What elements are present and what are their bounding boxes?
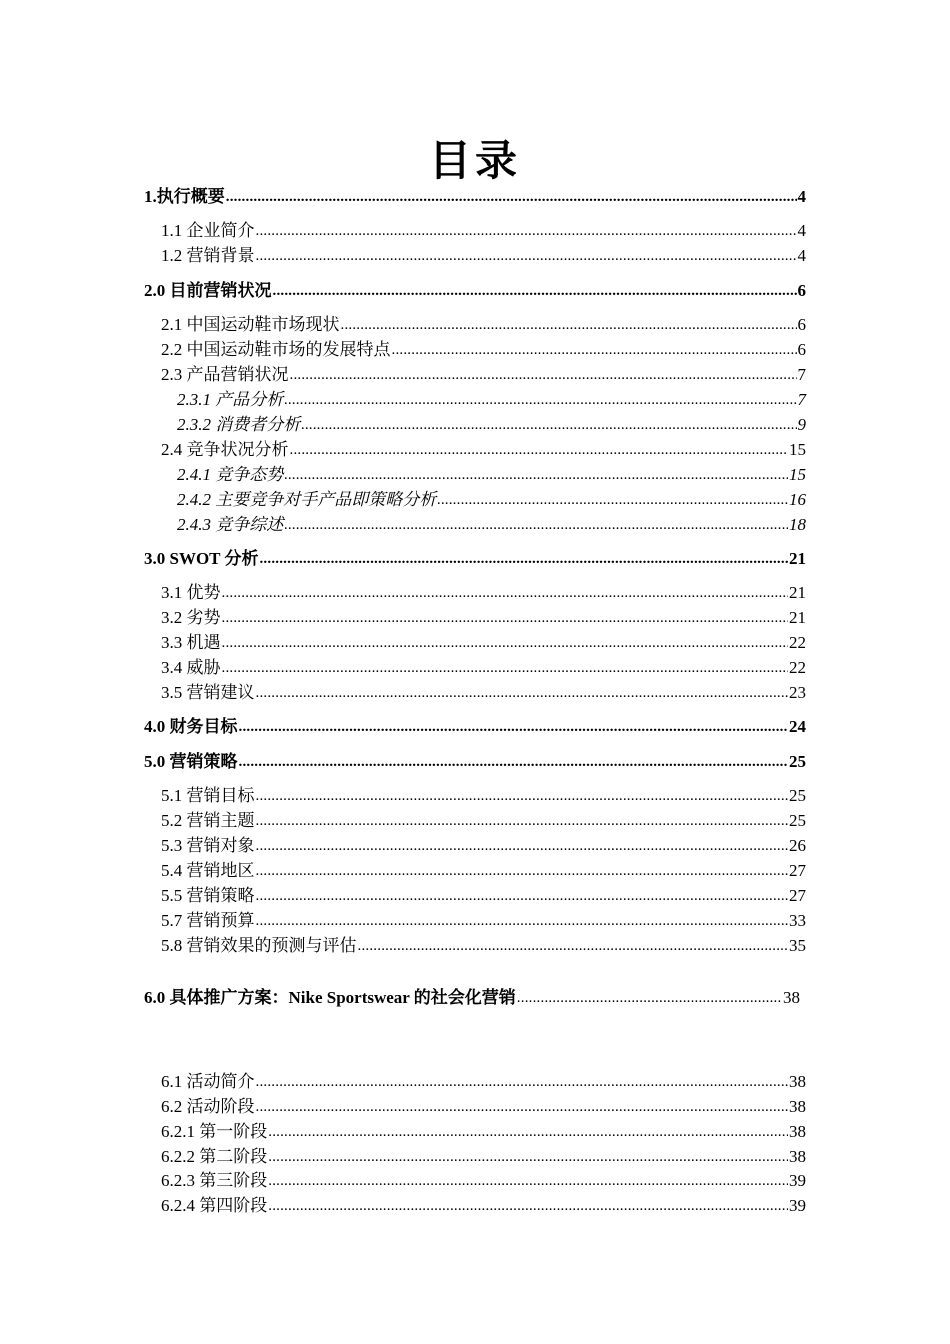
- toc-page-number: 27: [789, 886, 806, 905]
- toc-page-number: 27: [789, 861, 806, 880]
- toc-page-number: 15: [789, 440, 806, 459]
- toc-leader-dots: [268, 1146, 788, 1168]
- toc-title: 目录: [428, 136, 521, 185]
- toc-entry-label: 2.0 目前营销状况: [144, 281, 272, 300]
- toc-entry[interactable]: [177, 414, 806, 436]
- toc-entry[interactable]: [144, 280, 806, 302]
- toc-leader-dots: [222, 657, 789, 679]
- toc-leader-dots: [256, 1096, 789, 1118]
- toc-entry[interactable]: [144, 548, 806, 570]
- toc-leader-dots: [268, 1121, 788, 1143]
- toc-leader-dots: [284, 389, 796, 411]
- toc-entry-label: 6.1 活动简介: [161, 1072, 255, 1091]
- toc-entry[interactable]: [177, 389, 806, 411]
- toc-leader-dots: [256, 245, 797, 267]
- toc-page-number: 35: [789, 936, 806, 955]
- toc-page-number: 25: [789, 786, 806, 805]
- toc-entry-label: 3.0 SWOT 分析: [144, 549, 259, 568]
- toc-page-number: 21: [789, 608, 806, 627]
- toc-leader-dots: [268, 1170, 788, 1192]
- toc-entry-label: 5.8 营销效果的预测与评估: [161, 936, 357, 955]
- toc-entry[interactable]: [161, 682, 806, 704]
- toc-page-number: 22: [789, 633, 806, 652]
- toc-entry-label: 5.5 营销策略: [161, 886, 255, 905]
- toc-entry[interactable]: [161, 885, 806, 907]
- toc-page-number: 21: [789, 583, 806, 602]
- toc-entry-label: 3.4 威胁: [161, 658, 221, 677]
- toc-leader-dots: [358, 935, 789, 957]
- toc-entry[interactable]: [177, 514, 806, 536]
- toc-page-number: 7: [797, 365, 806, 384]
- toc-entry-label: 3.2 劣势: [161, 608, 221, 627]
- toc-entry[interactable]: [144, 751, 806, 773]
- toc-leader-dots: [222, 607, 789, 629]
- toc-page-number: 4: [797, 246, 806, 265]
- toc-page-number: 24: [789, 717, 806, 736]
- toc-entry-label: 1.1 企业简介: [161, 221, 255, 240]
- toc-entry-label: 5.7 营销预算: [161, 911, 255, 930]
- toc-leader-dots: [222, 632, 789, 654]
- toc-entry[interactable]: [161, 1121, 806, 1143]
- toc-entry[interactable]: [161, 1071, 806, 1093]
- toc-leader-dots: [256, 1071, 789, 1093]
- toc-entry[interactable]: [161, 910, 806, 932]
- toc-leader-dots: [256, 220, 797, 242]
- toc-entry-label: 3.1 优势: [161, 583, 221, 602]
- toc-entry-label: 6.0 具体推广方案：Nike Sportswear 的社会化营销: [144, 988, 516, 1007]
- toc-entry[interactable]: [161, 657, 806, 679]
- toc-page-number: 4: [797, 187, 806, 206]
- toc-leader-dots: [284, 514, 788, 536]
- toc-entry-label: 2.3.1 产品分析: [177, 390, 284, 409]
- toc-entry-label: 5.4 营销地区: [161, 861, 255, 880]
- toc-leader-dots: [259, 548, 788, 570]
- toc-entry[interactable]: [161, 314, 806, 336]
- toc-entry-label: 5.0 营销策略: [144, 752, 238, 771]
- toc-page-number: 39: [789, 1196, 806, 1215]
- toc-entry-label: 6.2.2 第二阶段: [161, 1147, 268, 1166]
- toc-entry-label: 2.4.3 竞争综述: [177, 515, 284, 534]
- toc-entry[interactable]: [161, 439, 806, 461]
- toc-page-number: 38: [789, 1147, 806, 1166]
- toc-entry-label: 1.执行概要: [144, 187, 225, 206]
- toc-leader-dots: [392, 339, 797, 361]
- toc-entry[interactable]: [161, 785, 806, 807]
- toc-entry-label: 2.2 中国运动鞋市场的发展特点: [161, 340, 391, 359]
- toc-entry[interactable]: [177, 464, 806, 486]
- toc-entry[interactable]: [161, 1096, 806, 1118]
- toc-leader-dots: [222, 582, 789, 604]
- toc-entry-label: 2.4.2 主要竞争对手产品即策略分析: [177, 490, 437, 509]
- toc-leader-dots: [256, 810, 789, 832]
- toc-page-number: 16: [789, 490, 806, 509]
- toc-page-number: 23: [789, 683, 806, 702]
- toc-entry[interactable]: [144, 186, 806, 208]
- toc-page-number: 38: [789, 1072, 806, 1091]
- toc-entry-label: 5.2 营销主题: [161, 811, 255, 830]
- toc-page-number: 22: [789, 658, 806, 677]
- toc-entry-label: 2.3 产品营销状况: [161, 365, 289, 384]
- toc-page-number: 7: [797, 390, 806, 409]
- toc-entry[interactable]: [161, 1146, 806, 1168]
- toc-entry[interactable]: [161, 835, 806, 857]
- toc-page-number: 26: [789, 836, 806, 855]
- toc-entry[interactable]: [161, 810, 806, 832]
- toc-leader-dots: [226, 186, 797, 208]
- toc-entry[interactable]: [161, 220, 806, 242]
- toc-entry[interactable]: [161, 860, 806, 882]
- toc-entry[interactable]: [177, 489, 806, 511]
- toc-page-number: 38: [789, 1122, 806, 1141]
- toc-leader-dots: [256, 682, 789, 704]
- toc-entry[interactable]: [161, 632, 806, 654]
- toc-entry[interactable]: [161, 1170, 806, 1192]
- toc-page-number: 21: [789, 549, 806, 568]
- toc-leader-dots: [290, 364, 797, 386]
- toc-entry[interactable]: [161, 245, 806, 267]
- toc-page-number: 6: [797, 281, 806, 300]
- toc-leader-dots: [239, 716, 789, 738]
- toc-leader-dots: [256, 885, 789, 907]
- toc-leader-dots: [256, 785, 789, 807]
- toc-leader-dots: [290, 439, 789, 461]
- toc-leader-dots: [284, 464, 788, 486]
- toc-entry[interactable]: [161, 364, 806, 386]
- toc-page-number: 33: [789, 911, 806, 930]
- toc-entry[interactable]: [144, 716, 806, 738]
- toc-leader-dots: [273, 280, 797, 302]
- toc-leader-dots: [517, 987, 782, 1009]
- toc-page-number: 6: [797, 315, 806, 334]
- toc-entry-label: 2.4.1 竞争态势: [177, 465, 284, 484]
- toc-entry-label: 6.2.3 第三阶段: [161, 1171, 268, 1190]
- toc-page-number: 15: [789, 465, 806, 484]
- toc-leader-dots: [341, 314, 797, 336]
- toc-entry-label: 2.1 中国运动鞋市场现状: [161, 315, 340, 334]
- toc-page-number: 9: [797, 415, 806, 434]
- toc-page-number: 25: [789, 811, 806, 830]
- toc-page-number: 38: [789, 1097, 806, 1116]
- toc-page-number: 4: [797, 221, 806, 240]
- toc-entry-label: 2.3.2 消费者分析: [177, 415, 301, 434]
- toc-entry-label: 6.2.1 第一阶段: [161, 1122, 268, 1141]
- toc-leader-dots: [239, 751, 789, 773]
- toc-entry-label: 4.0 财务目标: [144, 717, 238, 736]
- toc-leader-dots: [437, 489, 788, 511]
- toc-entry[interactable]: [161, 607, 806, 629]
- toc-leader-dots: [301, 414, 796, 436]
- toc-entry-label: 2.4 竞争状况分析: [161, 440, 289, 459]
- toc-page-number: 38: [783, 988, 800, 1007]
- toc-leader-dots: [256, 910, 789, 932]
- toc-page-number: 6: [797, 340, 806, 359]
- toc-entry-label: 1.2 营销背景: [161, 246, 255, 265]
- toc-page-number: 25: [789, 752, 806, 771]
- toc-entry[interactable]: [161, 935, 806, 957]
- toc-entry-label: 5.3 营销对象: [161, 836, 255, 855]
- toc-page-number: 39: [789, 1171, 806, 1190]
- toc-leader-dots: [256, 835, 789, 857]
- toc-entry-label: 5.1 营销目标: [161, 786, 255, 805]
- toc-leader-dots: [268, 1195, 788, 1217]
- toc-leader-dots: [256, 860, 789, 882]
- toc-entry-label: 6.2.4 第四阶段: [161, 1196, 268, 1215]
- toc-entry-label: 3.5 营销建议: [161, 683, 255, 702]
- toc-entry-label: 6.2 活动阶段: [161, 1097, 255, 1116]
- toc-entry[interactable]: [161, 1195, 806, 1217]
- toc-page-number: 18: [789, 515, 806, 534]
- toc-entry[interactable]: [161, 339, 806, 361]
- toc-entry[interactable]: [161, 582, 806, 604]
- toc-entry-label: 3.3 机遇: [161, 633, 221, 652]
- toc-entry[interactable]: [144, 987, 800, 1009]
